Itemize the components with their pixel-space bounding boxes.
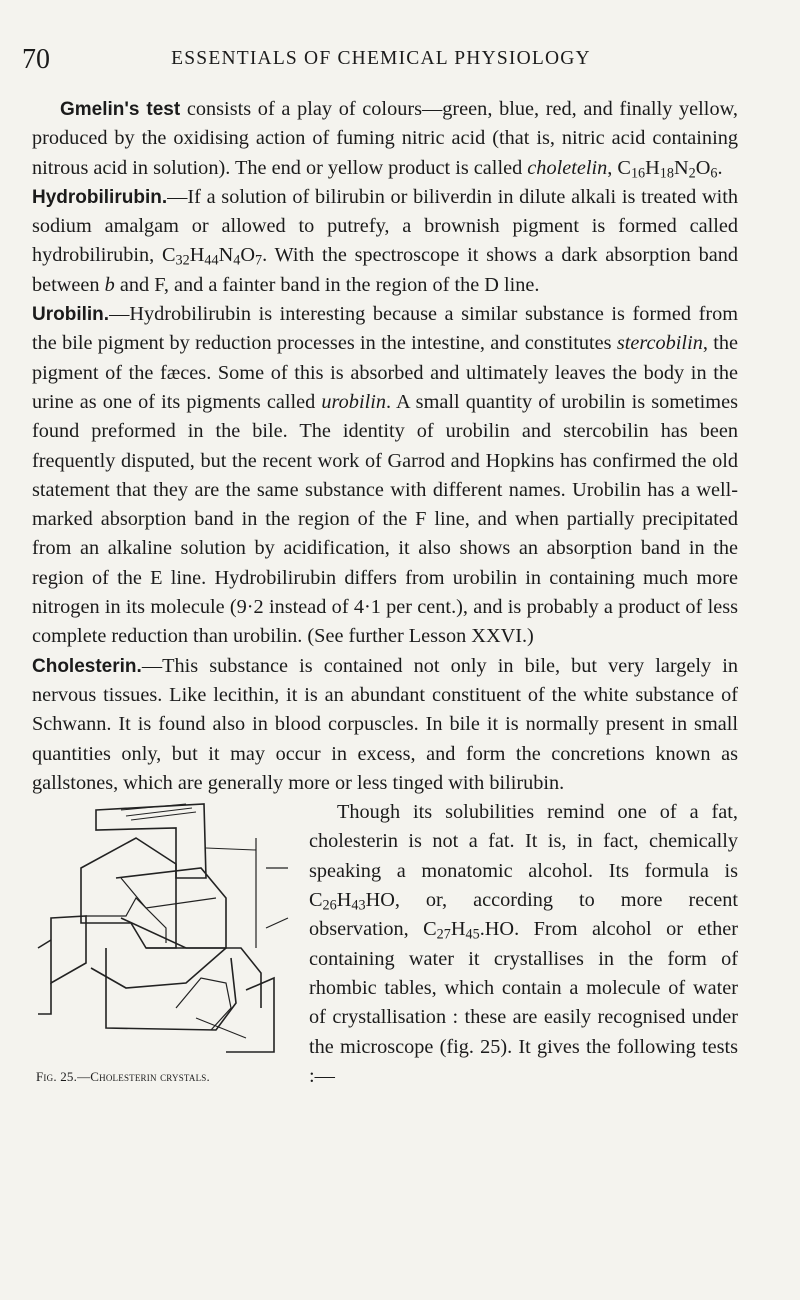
figure-caption: Fig. 25.—Cholesterin crystals. [36, 1069, 210, 1085]
paragraph-gmelin: Gmelin's test consists of a play of colours—green, blue, red, and finally yellow, produced by the oxidising action of fuming nitric acid (that is, nitric acid containing nitrous acid in solution). The end or yellow product is called choletelin, $C_{16}H_{18}N_2O_6$. [32, 98, 738, 182]
cholesterin-crystals-illustration [26, 798, 301, 1060]
running-title: ESSENTIALS OF CHEMICAL PHYSIOLOGY [171, 48, 591, 69]
paragraph-urobilin: Urobilin.—Hydrobilirubin is interesting because a similar substance is formed from the bile pigment by reduction processes in the intestine, and constitutes stercobilin, the pigment of the fæces. Some of this is absorbed and ultimately leaves the body in the urine as one of its pigments called urobilin. A small quantity of urobilin is sometimes found preformed in the bile. The identity of urobilin and stercobilin has been frequently disputed, but the recent work of Garrod and Hopkins has confirmed the old statement that they are the same substance with different names. Urobilin has a well-marked absorption band in the region of the F line, and when partially precipitated from an alkaline solution by acidification, it also shows an absorption band in the region of the E line. Hydrobilirubin differs from urobilin in containing much more nitrogen in its molecule (9·2 instead of 4·1 per cent.), and is probably a product of less complete reduction than urobilin. (See further Lesson XXVI.) [32, 303, 738, 648]
hydrobilirubin-heading: Hydrobilirubin. [32, 186, 168, 208]
figure-cholesterin-crystals [26, 798, 301, 1092]
page-number: 70 [22, 44, 50, 75]
cholesterin-heading: Cholesterin. [32, 655, 142, 677]
paragraph-hydrobilirubin: Hydrobilirubin.—If a solution of bilirubin or biliverdin in dilute alkali is treated with sodium amalgam or allowed to putrefy, a brownish pigment is formed called hydrobilirubin, $C_{32}H_{44}N_4O_7$. With the spectroscope it shows a dark absorption band between b and F, and a fainter band in the region of the D line. [32, 185, 738, 296]
body-text [32, 95, 738, 1092]
paragraph-cholesterin: Cholesterin.—This substance is contained not only in bile, but very largely in nervous tissues. Like lecithin, it is an abundant constituent of the white substance of Schwann. It is found also in blood corpuscles. In bile it is normally present in small quantities only, but it may occur in excess, and form the concretions known as gallstones, which are generally more or less tinged with bilirubin. [32, 654, 738, 794]
paragraph-cholesterin-formula: Though its solubilities remind one of a fat, cholesterin is not a fat. It is, in fact, chemically speaking a monatomic alcohol. Its formula is $C_{26}H_{43}HO$, or, according to more recent observation, $C_{27}H_{45}.HO$. From alcohol or ether containing water it crystallises in the form of rhombic tables, which contain a molecule of water of crystallisation : these are easily recognised under the microscope (fig. 25). It gives the following tests :— [309, 801, 738, 1087]
urobilin-heading: Urobilin. [32, 304, 110, 326]
page-header [22, 44, 740, 84]
gmelin-heading: Gmelin's test [60, 99, 181, 120]
